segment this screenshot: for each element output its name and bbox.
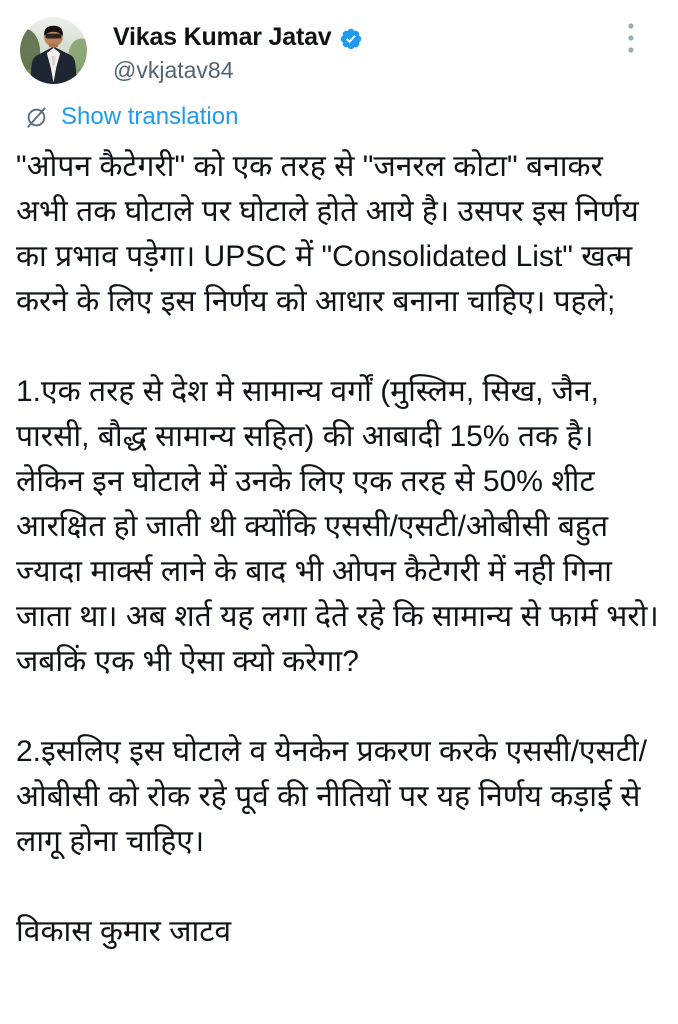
avatar-photo <box>20 17 87 84</box>
user-handle[interactable]: @vkjatav84 <box>113 57 234 83</box>
verified-badge-icon <box>339 27 363 51</box>
name-row <box>113 23 363 52</box>
tweet-paragraph-3: 2.इसलिए इस घोटाले व येनकेन प्रकरण करके एससी/एसटी/ओबीसी को रोक रहे पूर्व की नीतियों पर यह निर्णय कड़ाई से लागू होना चाहिए। <box>16 735 648 858</box>
tweet-paragraph-2: 1.एक तरह से देश मे सामान्य वर्गों (मुस्लिम, सिख, जैन, पारसी, बौद्ध सामान्य सहित) की आबादी 15% तक है। लेकिन इन घोटाले में उनके लिए एक तरह से 50% शीट आरक्षित हो जाती थी क्योंकि एससी/एसटी/ओबीसी बहुत ज्यादा मार्क्स लाने के बाद भी ओपन कैटेगरी में नही गिना जाता था। अब शर्त यह लगा देते रहे कि सामान्य से फार्म भरो। जबकिं एक भी ऐसा क्यो करेगा? <box>16 375 659 678</box>
show-translation-button[interactable] <box>25 103 238 131</box>
translate-icon <box>25 106 48 129</box>
avatar[interactable] <box>20 17 87 84</box>
vertical-ellipsis-icon <box>627 22 635 56</box>
more-menu-button[interactable] <box>614 17 648 61</box>
tweet-header <box>16 0 662 84</box>
tweet-signature: विकास कुमार जाटव <box>16 915 232 948</box>
tweet-text <box>16 144 662 954</box>
display-name[interactable]: Vikas Kumar Jatav <box>113 23 332 51</box>
user-identity <box>113 23 363 84</box>
show-translation-label: Show translation <box>61 103 239 130</box>
tweet-paragraph-1: "ओपन कैटेगरी" को एक तरह से "जनरल कोटा" बनाकर अभी तक घोटाले पर घोटाले होते आये है। उसपर इस निर्णय का प्रभाव पड़ेगा। UPSC में "Consolidated List" खत्म करने के लिए इस निर्णय को आधार बनाना चाहिए। पहले; <box>16 150 639 318</box>
